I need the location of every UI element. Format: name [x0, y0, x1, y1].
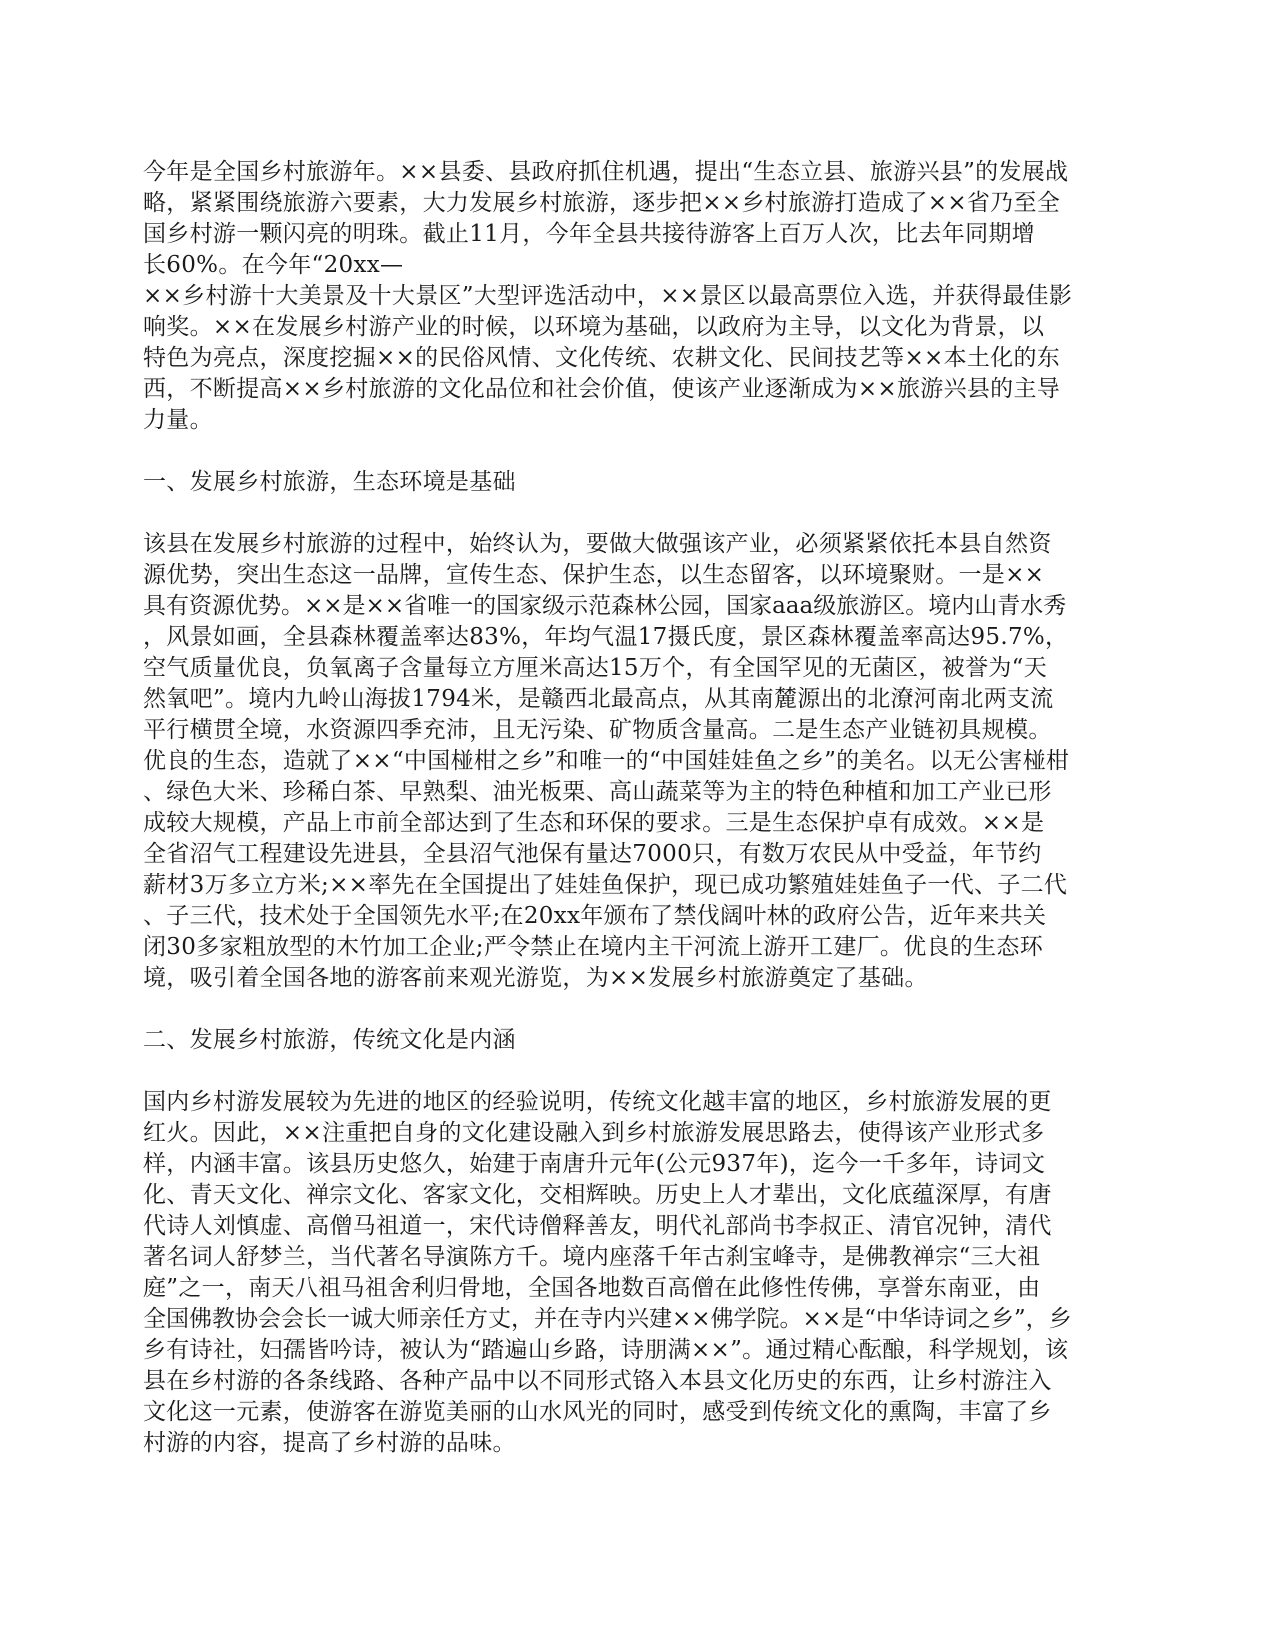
text-line: 特色为亮点，深度挖掘××的民俗风情、文化传统、农耕文化、民间技艺等××本土化的东	[143, 345, 1061, 371]
section1-paragraph	[143, 529, 1078, 994]
text-line: 成较大规模，产品上市前全部达到了生态和环保的要求。三是生态保护卓有成效。××是	[143, 810, 1045, 836]
text-line: 县在乡村游的各条线路、各种产品中以不同形式铬入本县文化历史的东西，让乡村游注入	[143, 1368, 1052, 1394]
text-line: 全省沼气工程建设先进县，全县沼气池保有量达7000只，有数万农民从中受益，年节约	[143, 841, 1042, 867]
text-line: 闭30多家粗放型的木竹加工企业;严令禁止在境内主干河流上游开工建厂。优良的生态环	[143, 934, 1044, 960]
text-line: 、绿色大米、珍稀白茶、早熟梨、油光板栗、高山蔬菜等为主的特色种植和加工产业已形	[143, 779, 1052, 805]
text-line: 空气质量优良，负氧离子含量每立方厘米高达15万个，有全国罕见的无菌区，被誉为“天	[143, 655, 1048, 681]
text-line: 国乡村游一颗闪亮的明珠。截止11月，今年全县共接待游客上百万人次，比去年同期增	[143, 221, 1035, 247]
text-line: 乡有诗社，妇孺皆吟诗，被认为“踏遍山乡路，诗朋满××”。通过精心酝酿，科学规划，该	[143, 1337, 1069, 1363]
text-line: 平行横贯全境，水资源四季充沛，且无污染、矿物质含量高。二是生态产业链初具规模。	[143, 717, 1052, 743]
text-line: 具有资源优势。××是××省唯一的国家级示范森林公园，国家aaa级旅游区。境内山青水秀	[143, 593, 1067, 619]
text-line: 、子三代，技术处于全国领先水平;在20xx年颁布了禁伐阔叶林的政府公告，近年来共关	[143, 903, 1047, 929]
text-line: 样，内涵丰富。该县历史悠久，始建于南唐升元年(公元937年)，迄今一千多年，诗词文	[143, 1151, 1046, 1177]
text-line: 西，不断提高××乡村旅游的文化品位和社会价值，使该产业逐渐成为××旅游兴县的主导	[143, 376, 1061, 402]
text-line: 境，吸引着全国各地的游客前来观光游览，为××发展乡村旅游奠定了基础。	[143, 965, 928, 991]
section2-heading: 二、发展乡村旅游，传统文化是内涵	[143, 1027, 516, 1053]
paragraph-gap	[143, 1056, 1078, 1087]
text-line: 薪材3万多立方米;××率先在全国提出了娃娃鱼保护，现已成功繁殖娃娃鱼子一代、子二代	[143, 872, 1068, 898]
text-line: 然氧吧”。境内九岭山海拔1794米，是赣西北最高点，从其南麓源出的北潦河南北两支流	[143, 686, 1054, 712]
section2-paragraph	[143, 1087, 1078, 1459]
text-line: 全国佛教协会会长一诚大师亲任方丈，并在寺内兴建××佛学院。××是“中华诗词之乡”，乡	[143, 1306, 1072, 1332]
text-line: 村游的内容，提高了乡村游的品味。	[143, 1430, 516, 1456]
intro-paragraph	[143, 157, 1078, 436]
paragraph-gap	[143, 436, 1078, 467]
text-line: 文化这一元素，使游客在游览美丽的山水风光的同时，感受到传统文化的熏陶，丰富了乡	[143, 1399, 1052, 1425]
text-line: 源优势，突出生态这一品牌，宣传生态、保护生态，以生态留客，以环境聚财。一是××	[143, 562, 1045, 588]
paragraph-gap	[143, 994, 1078, 1025]
text-line: 力量。	[143, 407, 213, 433]
text-line: 略，紧紧围绕旅游六要素，大力发展乡村旅游，逐步把××乡村旅游打造成了××省乃至全	[143, 190, 1061, 216]
text-line: 著名词人舒梦兰，当代著名导演陈方千。境内座落千年古刹宝峰寺，是佛教禅宗“三大祖	[143, 1244, 1041, 1270]
text-line: 响奖。××在发展乡村游产业的时候，以环境为基础，以政府为主导，以文化为背景，以	[143, 314, 1045, 340]
text-line: 化、青天文化、禅宗文化、客家文化，交相辉映。历史上人才辈出，文化底蕴深厚，有唐	[143, 1182, 1052, 1208]
text-line: ××乡村游十大美景及十大景区”大型评选活动中，××景区以最高票位入选，并获得最佳影	[143, 283, 1073, 309]
text-line: 庭”之一，南天八祖马祖舍利归骨地，全国各地数百高僧在此修性传佛，享誉东南亚，由	[143, 1275, 1041, 1301]
text-line: 国内乡村游发展较为先进的地区的经验说明，传统文化越丰富的地区，乡村旅游发展的更	[143, 1089, 1052, 1115]
text-line: 红火。因此，××注重把自身的文化建设融入到乡村旅游发展思路去，使得该产业形式多	[143, 1120, 1045, 1146]
text-line: 长60%。在今年“20xx—	[143, 252, 404, 278]
paragraph-gap	[143, 498, 1078, 529]
text-line: 该县在发展乡村旅游的过程中，始终认为，要做大做强该产业，必须紧紧依托本县自然资	[143, 531, 1052, 557]
text-line: 今年是全国乡村旅游年。××县委、县政府抓住机遇，提出“生态立县、旅游兴县”的发展战	[143, 159, 1069, 185]
text-line: ，风景如画，全县森林覆盖率达83%，年均气温17摄氏度，景区森林覆盖率高达95.7%，	[143, 624, 1069, 650]
text-line: 优良的生态，造就了××“中国椪柑之乡”和唯一的“中国娃娃鱼之乡”的美名。以无公害椪柑	[143, 748, 1070, 774]
text-line: 代诗人刘慎虚、高僧马祖道一，宋代诗僧释善友，明代礼部尚书李叔正、清官况钟，清代	[143, 1213, 1052, 1239]
section1-heading: 一、发展乡村旅游，生态环境是基础	[143, 469, 516, 495]
document-page	[143, 157, 1078, 1459]
